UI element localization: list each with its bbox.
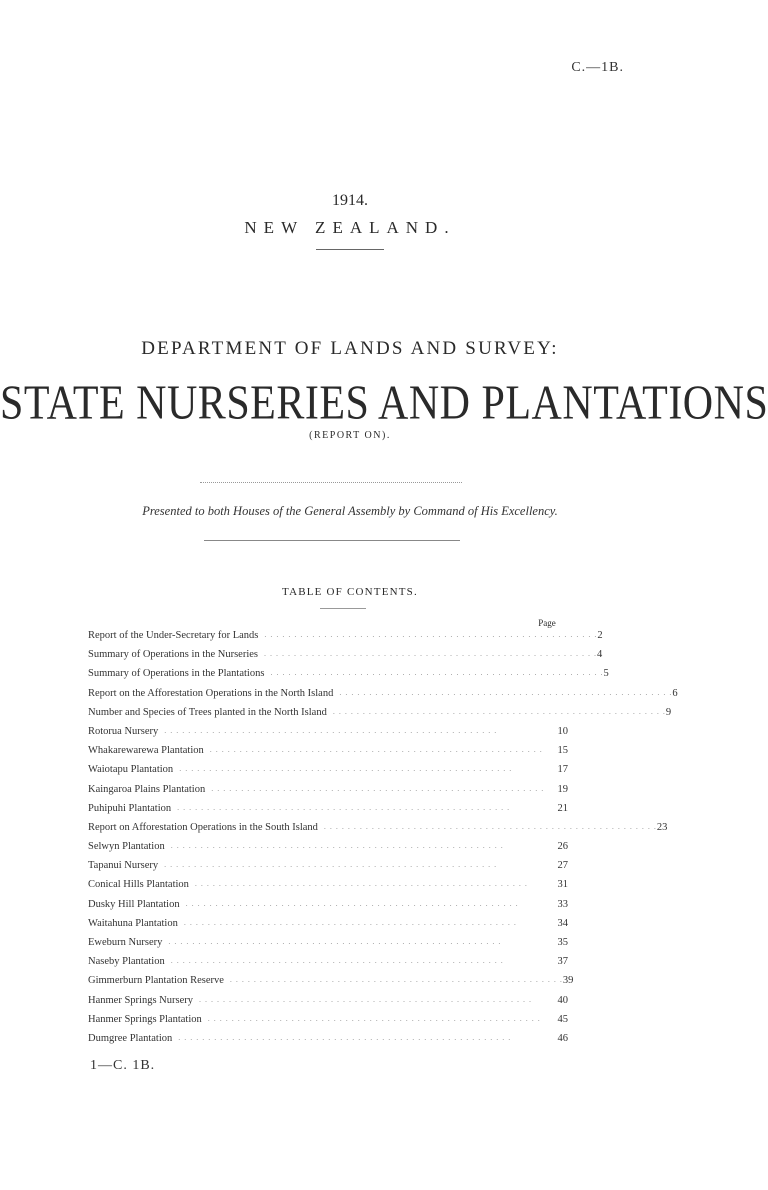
toc-leader-dots: . . . . . . . . . . . . . . . . . . . . . . . . . . . . . . . . . . . . . . . . . . . . . . . . . . . . . . . . [183, 917, 517, 927]
toc-leader-dots: . . . . . . . . . . . . . . . . . . . . . . . . . . . . . . . . . . . . . . . . . . . . . . . . . . . . . . . . [170, 841, 504, 851]
toc-entry [88, 745, 568, 764]
toc-entry [88, 1033, 568, 1052]
toc-leader-dots: . . . . . . . . . . . . . . . . . . . . . . . . . . . . . . . . . . . . . . . . . . . . . . . . . . . . . . . . [194, 879, 528, 889]
toc-entry-label: Selwyn Plantation [88, 841, 165, 853]
toc-entry-label: Waitahuna Plantation [88, 917, 178, 929]
toc-leader-dots: . . . . . . . . . . . . . . . . . . . . . . . . . . . . . . . . . . . . . . . . . . . . . . . . . . . . . . . . [270, 668, 604, 678]
toc-leader-dots: . . . . . . . . . . . . . . . . . . . . . . . . . . . . . . . . . . . . . . . . . . . . . . . . . . . . . . . . [207, 1013, 541, 1023]
toc-entry-page: 46 [557, 1032, 568, 1044]
toc-entry-page: 23 [656, 821, 668, 833]
toc-entry [88, 995, 568, 1014]
department-heading: DEPARTMENT OF LANDS AND SURVEY: [141, 338, 559, 359]
toc-entry-label: Tapanui Nursery [88, 860, 159, 872]
toc-entry-label: Eweburn Nursery [88, 937, 163, 948]
toc-entry [88, 821, 668, 841]
toc-entry-page: 37 [557, 956, 568, 968]
toc-leader-dots: . . . . . . . . . . . . . . . . . . . . . . . . . . . . . . . . . . . . . . . . . . . . . . . . . . . . . . . . [264, 649, 598, 659]
year: 1914. [332, 192, 368, 209]
toc-entry-label: Report on the Afforestation Operations in the North Island [88, 687, 334, 699]
toc-entry [88, 956, 568, 975]
toc-entry-page: 39 [562, 975, 574, 987]
country-heading: NEW ZEALAND. [244, 218, 456, 237]
toc-entry-label: Kaingaroa Plains Plantation [88, 783, 206, 795]
toc-entry-page: 2 [597, 630, 603, 641]
toc-entry [88, 918, 568, 937]
toc-entry-page: 19 [557, 783, 568, 795]
toc-leader-dots: . . . . . . . . . . . . . . . . . . . . . . . . . . . . . . . . . . . . . . . . . . . . . . . . . . . . . . . . [170, 956, 504, 966]
toc-entry-label: Dusky Hill Plantation [88, 898, 180, 910]
toc-entry-label: Summary of Operations in the Plantations [88, 668, 265, 680]
toc-entry-page: 6 [672, 687, 678, 699]
toc-entry-page: 17 [557, 764, 568, 776]
toc-entry [88, 784, 568, 803]
toc-entry-page: 5 [603, 668, 609, 680]
toc-entry-label: Hanmer Springs Plantation [88, 1013, 202, 1025]
toc-entry-page: 33 [557, 898, 568, 910]
toc-entry-label: Rotorua Nursery [88, 725, 159, 737]
toc-entry [88, 687, 678, 707]
toc-entry-label: Report on Afforestation Operations in the South Island [88, 821, 318, 833]
toc-page-column-header: Page [538, 618, 556, 628]
presented-statement: Presented to both Houses of the General Assembly by Command of His Excellency. [142, 504, 558, 518]
toc-leader-dots: . . . . . . . . . . . . . . . . . . . . . . . . . . . . . . . . . . . . . . . . . . . . . . . . . . . . . . . . [185, 898, 519, 908]
toc-entry-label: Puhipuhi Plantation [88, 802, 172, 814]
toc-heading: TABLE OF CONTENTS. [282, 586, 418, 598]
toc-leader-dots: . . . . . . . . . . . . . . . . . . . . . . . . . . . . . . . . . . . . . . . . . . . . . . . . . . . . . . . . [168, 937, 502, 946]
toc-leader-dots: . . . . . . . . . . . . . . . . . . . . . . . . . . . . . . . . . . . . . . . . . . . . . . . . . . . . . . . . [164, 860, 498, 870]
toc-leader-dots: . . . . . . . . . . . . . . . . . . . . . . . . . . . . . . . . . . . . . . . . . . . . . . . . . . . . . . . . [177, 802, 511, 812]
toc-entry [88, 879, 568, 898]
toc-entry-page: 26 [557, 841, 568, 853]
divider [320, 608, 366, 609]
toc-leader-dots: . . . . . . . . . . . . . . . . . . . . . . . . . . . . . . . . . . . . . . . . . . . . . . . . . . . . . . . . [339, 687, 673, 697]
toc-leader-dots: . . . . . . . . . . . . . . . . . . . . . . . . . . . . . . . . . . . . . . . . . . . . . . . . . . . . . . . . [179, 764, 513, 774]
toc-leader-dots: . . . . . . . . . . . . . . . . . . . . . . . . . . . . . . . . . . . . . . . . . . . . . . . . . . . . . . . . [229, 975, 563, 985]
toc-leader-dots: . . . . . . . . . . . . . . . . . . . . . . . . . . . . . . . . . . . . . . . . . . . . . . . . . . . . . . . . [209, 745, 543, 755]
toc-entry-page: 4 [597, 649, 603, 661]
document-reference: C.—1B. [571, 60, 624, 75]
toc-entry-label: Report of the Under-Secretary for Lands [88, 630, 259, 641]
toc-entry-label: Waiotapu Plantation [88, 764, 174, 776]
toc-entry [88, 975, 574, 994]
toc-entry-page: 40 [557, 994, 568, 1006]
toc-leader-dots: . . . . . . . . . . . . . . . . . . . . . . . . . . . . . . . . . . . . . . . . . . . . . . . . . . . . . . . . [323, 821, 657, 831]
toc-entry [88, 726, 568, 745]
toc-leader-dots: . . . . . . . . . . . . . . . . . . . . . . . . . . . . . . . . . . . . . . . . . . . . . . . . . . . . . . . . [332, 706, 666, 716]
toc-entry-page: 9 [665, 706, 672, 718]
toc-leader-dots: . . . . . . . . . . . . . . . . . . . . . . . . . . . . . . . . . . . . . . . . . . . . . . . . . . . . . . . . [264, 630, 598, 639]
toc-entry [88, 1014, 568, 1033]
toc-entry [88, 706, 672, 726]
toc-entry-page: 45 [557, 1013, 568, 1025]
toc-entry-label: Dumgree Plantation [88, 1032, 173, 1044]
toc-entry [88, 630, 603, 649]
divider [204, 540, 460, 541]
toc-entry [88, 764, 568, 783]
signature-mark: 1—C. 1B. [90, 1058, 156, 1073]
toc-entry-label: Whakarewarewa Plantation [88, 745, 204, 757]
toc-entry [88, 937, 568, 956]
toc-entry-label: Conical Hills Plantation [88, 879, 189, 891]
toc-leader-dots: . . . . . . . . . . . . . . . . . . . . . . . . . . . . . . . . . . . . . . . . . . . . . . . . . . . . . . . . [178, 1032, 512, 1042]
toc-entry [88, 803, 568, 822]
toc-entry-label: Hanmer Springs Nursery [88, 994, 193, 1006]
toc-entry [88, 668, 609, 687]
toc-entry-page: 27 [557, 860, 568, 872]
toc-entry-page: 35 [557, 937, 568, 948]
toc-entry-page: 10 [557, 725, 568, 737]
toc-leader-dots: . . . . . . . . . . . . . . . . . . . . . . . . . . . . . . . . . . . . . . . . . . . . . . . . . . . . . . . . [211, 783, 545, 793]
toc-entry-page: 31 [557, 879, 568, 891]
table-of-contents [88, 630, 678, 1052]
divider [316, 249, 384, 250]
toc-entry-label: Summary of Operations in the Nurseries [88, 649, 259, 661]
toc-leader-dots: . . . . . . . . . . . . . . . . . . . . . . . . . . . . . . . . . . . . . . . . . . . . . . . . . . . . . . . . [198, 994, 532, 1004]
page-subtitle: (REPORT ON). [309, 430, 391, 441]
toc-entry-label: Gimmerburn Plantation Reserve [88, 975, 224, 987]
toc-entry [88, 841, 568, 860]
toc-entry-page: 15 [557, 745, 568, 757]
toc-entry [88, 899, 568, 918]
page-title: STATE NURSERIES AND PLANTATIONS [0, 377, 768, 431]
toc-entry-label: Number and Species of Trees planted in the North Island [88, 706, 327, 718]
toc-entry [88, 649, 603, 668]
toc-entry-page: 34 [557, 917, 568, 929]
dotted-divider [200, 482, 462, 483]
toc-entry [88, 860, 568, 879]
toc-entry-label: Naseby Plantation [88, 956, 165, 968]
toc-leader-dots: . . . . . . . . . . . . . . . . . . . . . . . . . . . . . . . . . . . . . . . . . . . . . . . . . . . . . . . . [164, 725, 498, 735]
toc-entry-page: 21 [557, 802, 568, 814]
